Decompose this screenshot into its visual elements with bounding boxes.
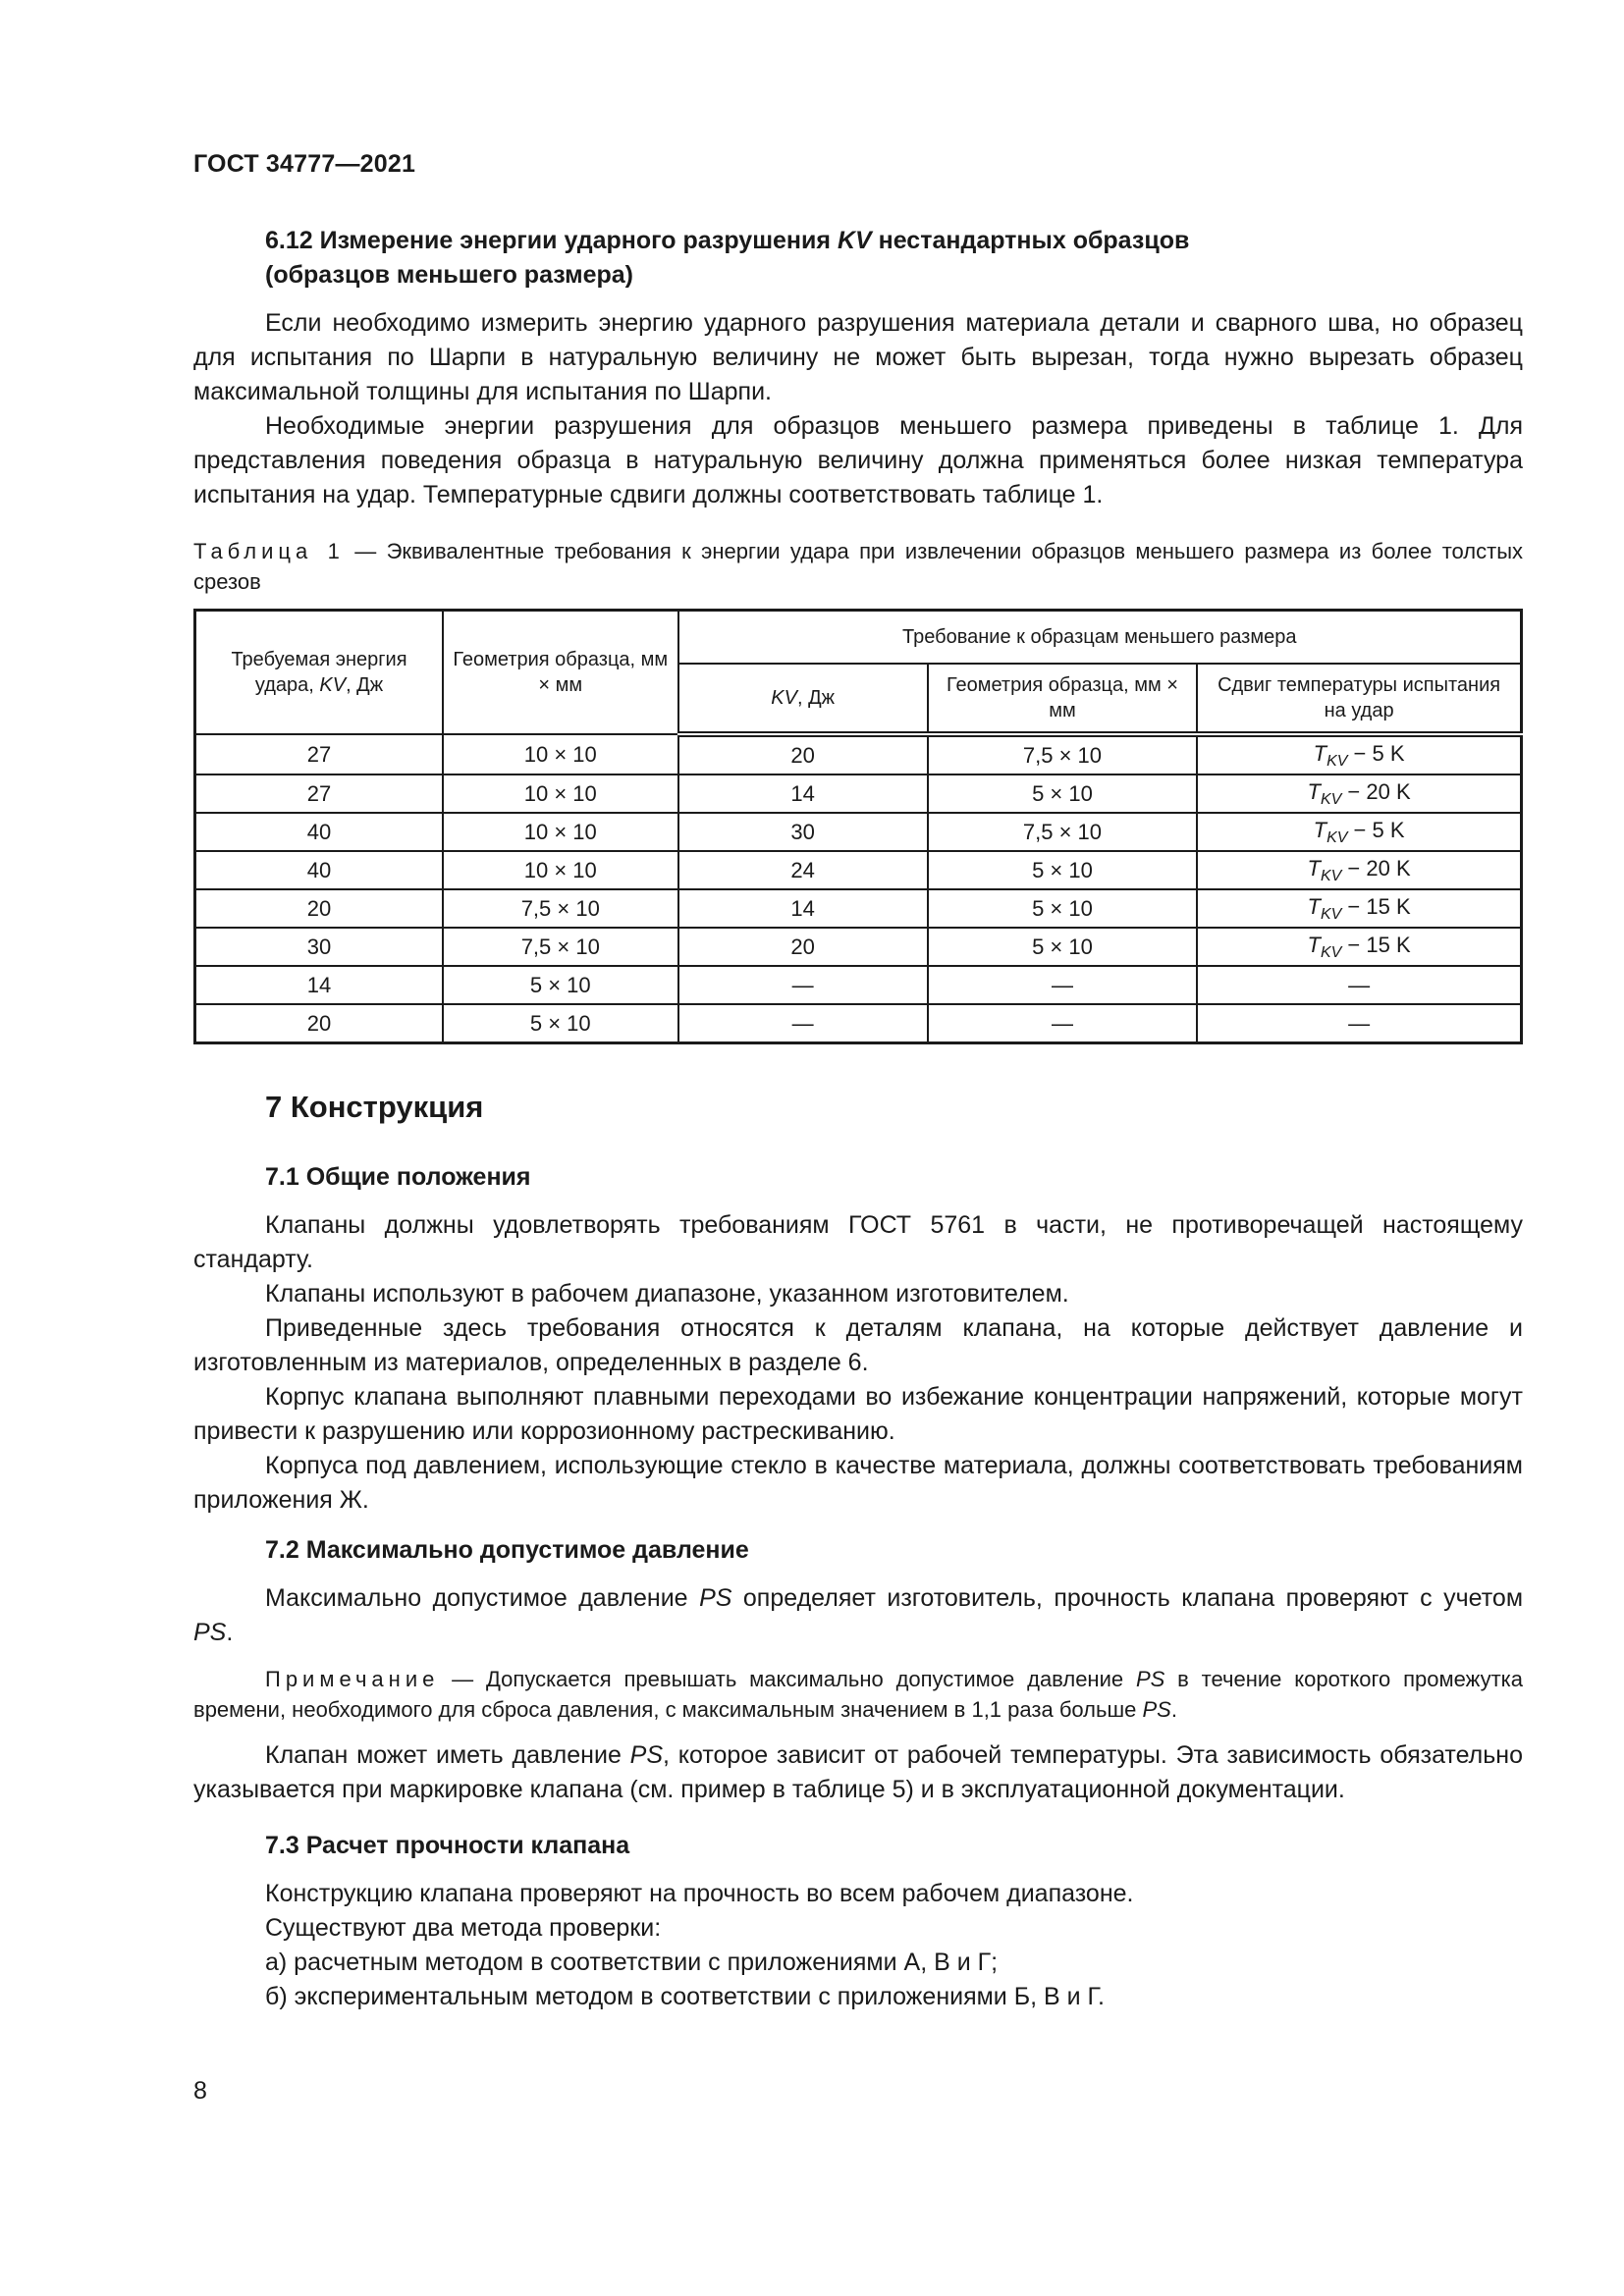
list-item-a: а) расчетным методом в соответствии с приложениями А, В и Г; [265,1949,999,1976]
cell-small-geometry: 5 × 10 [928,928,1197,966]
text: определяет изготовитель, прочность клапана проверяют с учетом [731,1584,1524,1612]
table-row [195,928,1522,966]
cell-geometry: 7,5 × 10 [443,889,678,928]
text: в течение короткого промежутка времени, необходимого для сброса давления, с максимальным значением в 1,1 раза больше [193,1667,1523,1722]
cell-temperature-shift: — [1197,1004,1521,1043]
cell-required-energy: 40 [195,813,444,851]
kv-symbol: KV [771,687,797,709]
header-geometry: Геометрия образца, мм × мм [443,611,678,735]
header-text: , Дж [346,674,384,696]
shift-value: − 15 K [1341,893,1411,919]
section-7-3-title: 7.3 Расчет прочности клапана [265,1832,630,1859]
cell-geometry: 10 × 10 [443,813,678,851]
paragraph: Если необходимо измерить энергию ударного разрушения материала детали и сварного шва, но образец для испытания по Шарпи в натуральную величину не может быть вырезан, тогда нужно вырезать образец максимальной толщины для испытания по Шарпи. [193,309,1523,405]
ps-symbol: PS [699,1584,732,1612]
cell-geometry: 5 × 10 [443,1004,678,1043]
cell-geometry: 10 × 10 [443,851,678,889]
cell-geometry: 7,5 × 10 [443,928,678,966]
cell-temperature-shift [1197,813,1521,851]
title-text: нестандартных образцов [871,227,1190,254]
paragraph: Клапаны используют в рабочем диапазоне, указанном изготовителем. [265,1280,1069,1308]
kv-subscript: KV [1326,828,1348,846]
cell-required-energy: 14 [195,966,444,1004]
page-number: 8 [193,2077,207,2105]
cell-kv: — [678,966,928,1004]
header-kv [678,664,928,734]
kv-symbol: KV [319,674,347,696]
cell-temperature-shift: — [1197,966,1521,1004]
cell-kv: — [678,1004,928,1043]
temperature-symbol: T [1307,778,1321,804]
cell-small-geometry: 5 × 10 [928,851,1197,889]
text: . [226,1619,234,1646]
paragraph: Клапаны должны удовлетворять требованиям ГОСТ 5761 в части, не противоречащей настоящему стандарту. [193,1211,1523,1273]
temperature-symbol: T [1313,817,1327,842]
paragraph: Необходимые энергии разрушения для образцов меньшего размера приведены в таблице 1. Для представления поведения образца в натуральную величину должна применяться более низкая температура испытания на удар. Температурные сдвиги должны соответствовать таблице 1. [193,412,1523,508]
section-7-1-title: 7.1 Общие положения [265,1163,531,1191]
text: — Допускается превышать максимально допустимое давление [439,1667,1136,1691]
paragraph: Корпуса под давлением, использующие стекло в качестве материала, должны соответствовать требованиям приложения Ж. [193,1452,1523,1514]
paragraph: Существуют два метода проверки: [265,1914,662,1942]
temperature-symbol: T [1307,893,1321,919]
title-text: (образцов меньшего размера) [265,261,633,289]
ps-symbol: PS [193,1619,227,1646]
temperature-symbol: T [1307,855,1321,881]
kv-subscript: KV [1320,943,1342,961]
title-text: 6.12 Измерение энергии ударного разрушения [265,227,838,254]
cell-small-geometry: 7,5 × 10 [928,734,1197,774]
kv-subscript: KV [1326,752,1348,770]
shift-value: − 20 K [1341,778,1411,804]
paragraph [193,1581,1523,1650]
paragraph: Приведенные здесь требования относятся к деталям клапана, на которые действует давление и изготовленным из материалов, определенных в разделе 6. [193,1314,1523,1376]
cell-kv: 14 [678,774,928,813]
table-row [195,774,1522,813]
cell-small-geometry: 5 × 10 [928,889,1197,928]
section-7-2-title: 7.2 Максимально допустимое давление [265,1536,749,1564]
temperature-symbol: T [1313,740,1327,766]
shift-value: − 5 K [1347,817,1405,842]
list-item-b: б) экспериментальным методом в соответствии с приложениями Б, В и Г. [265,1983,1105,2010]
header-temperature-shift: Сдвиг температуры испытания на удар [1197,664,1521,734]
cell-kv: 24 [678,851,928,889]
table-row [195,734,1522,774]
cell-small-geometry: 7,5 × 10 [928,813,1197,851]
header-text: Требуемая энергия удара, [231,649,407,696]
cell-temperature-shift [1197,851,1521,889]
paragraph: Корпус клапана выполняют плавными переходами во избежание концентрации напряжений, которые могут привести к разрушению или коррозионному растрескиванию. [193,1383,1523,1445]
ps-symbol: PS [1142,1697,1171,1722]
kv-subscript: KV [1320,867,1342,884]
cell-required-energy: 27 [195,774,444,813]
table-row [195,851,1522,889]
table-row [195,889,1522,928]
cell-geometry: 5 × 10 [443,966,678,1004]
header-small-geometry: Геометрия образца, мм × мм [928,664,1197,734]
table-row [195,966,1522,1004]
table-label: Таблица 1 [193,539,345,563]
caption-text: — Эквивалентные требования к энергии удара при извлечении образцов меньшего размера из более толстых срезов [193,539,1524,594]
ps-symbol: PS [1135,1667,1165,1691]
ps-symbol: PS [629,1741,664,1769]
cell-required-energy: 40 [195,851,444,889]
text: Клапан может иметь давление [265,1741,630,1769]
table-1 [193,609,1523,1044]
cell-temperature-shift [1197,734,1521,774]
cell-small-geometry: 5 × 10 [928,774,1197,813]
cell-required-energy: 20 [195,889,444,928]
cell-geometry: 10 × 10 [443,774,678,813]
text: , которое зависит от рабочей температуры. Эта зависимость обязательно указывается при маркировке клапана (см. пример в таблице 5) и в эксплуатационной документации. [193,1741,1523,1803]
temperature-symbol: T [1307,932,1321,957]
page-content [193,224,1523,2014]
kv-subscript: KV [1320,905,1342,923]
kv-subscript: KV [1320,790,1342,808]
cell-temperature-shift [1197,928,1521,966]
shift-value: − 20 K [1341,855,1411,881]
cell-kv: 20 [678,928,928,966]
shift-value: − 5 K [1347,740,1405,766]
cell-kv: 30 [678,813,928,851]
cell-required-energy: 30 [195,928,444,966]
note-label: Примечание [265,1667,440,1691]
cell-geometry: 10 × 10 [443,734,678,774]
cell-kv: 20 [678,734,928,774]
header-text: , Дж [796,687,836,709]
cell-temperature-shift [1197,889,1521,928]
cell-small-geometry: — [928,1004,1197,1043]
cell-temperature-shift [1197,774,1521,813]
text: . [1170,1697,1177,1722]
table-caption [193,536,1523,597]
section-7-title: 7 Конструкция [265,1090,484,1124]
cell-small-geometry: — [928,966,1197,1004]
cell-required-energy: 27 [195,734,444,774]
cell-kv: 14 [678,889,928,928]
header-required-energy [195,611,444,735]
document-id-header: ГОСТ 34777—2021 [193,150,416,178]
paragraph [193,1738,1523,1807]
kv-symbol: KV [837,227,872,254]
paragraph: Конструкцию клапана проверяют на прочность во всем рабочем диапазоне. [265,1880,1134,1907]
note [193,1664,1523,1725]
table-row [195,1004,1522,1043]
table-row [195,813,1522,851]
text: Максимально допустимое давление [265,1584,700,1612]
section-6-12-title [265,224,1523,293]
cell-required-energy: 20 [195,1004,444,1043]
shift-value: − 15 K [1341,932,1411,957]
header-group-smaller-specimens: Требование к образцам меньшего размера [678,611,1522,665]
